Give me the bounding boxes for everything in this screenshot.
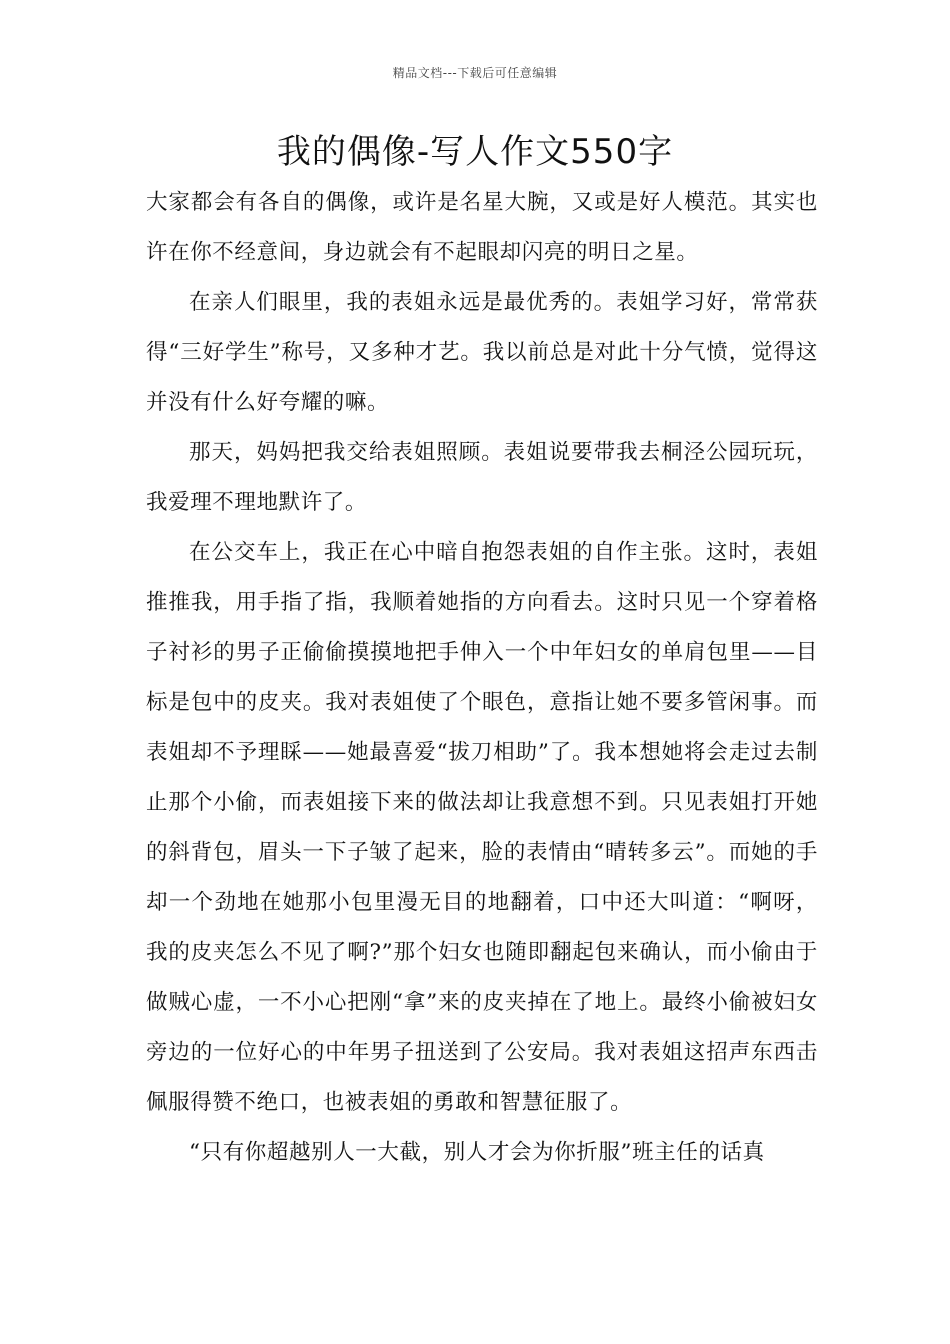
document-title: 我的偶像-写人作文550字	[276, 132, 674, 172]
header-note: 精品文档---下载后可任意编辑	[392, 66, 558, 80]
paragraph-1: 大家都会有各自的偶像，或许是名星大腕，又或是好人模范。其实也许在你不经意间，身边就会有不起眼却闪亮的明日之星。	[146, 190, 818, 265]
paragraph-3: 那天，妈妈把我交给表姐照顾。表姐说要带我去桐泾公园玩玩，我爱理不理地默许了。	[146, 440, 818, 515]
paragraph-5: “只有你超越别人一大截，别人才会为你折服”班主任的话真	[189, 1140, 765, 1165]
paragraph-2: 在亲人们眼里，我的表姐永远是最优秀的。表姐学习好，常常获得“三好学生”称号，又多种才艺。我以前总是对此十分气愤，觉得这并没有什么好夸耀的嘛。	[146, 290, 818, 415]
paragraph-4: 在公交车上，我正在心中暗自抱怨表姐的自作主张。这时，表姐推推我，用手指了指，我顺着她指的方向看去。这时只见一个穿着格子衬衫的男子正偷偷摸摸地把手伸入一个中年妇女的单肩包里——目标是包中的皮夹。我对表姐使了个眼色，意指让她不要多管闲事。而表姐却不予理睬——她最喜爱“拔刀相助”了。我本想她将会走过去制止那个小偷，而表姐接下来的做法却让我意想不到。只见表姐打开她的斜背包，眉头一下子皱了起来，脸的表情由“晴转多云”。而她的手却一个劲地在她那小包里漫无目的地翻着，口中还大叫道：“啊呀，我的皮夹怎么不见了啊?”那个妇女也随即翻起包来确认，而小偷由于做贼心虚，一不小心把刚“拿”来的皮夹掉在了地上。最终小偷被妇女旁边的一位好心的中年男子扭送到了公安局。我对表姐这招声东西击佩服得赞不绝口，也被表姐的勇敢和智慧征服了。	[146, 540, 818, 1115]
document-body	[146, 178, 818, 1178]
